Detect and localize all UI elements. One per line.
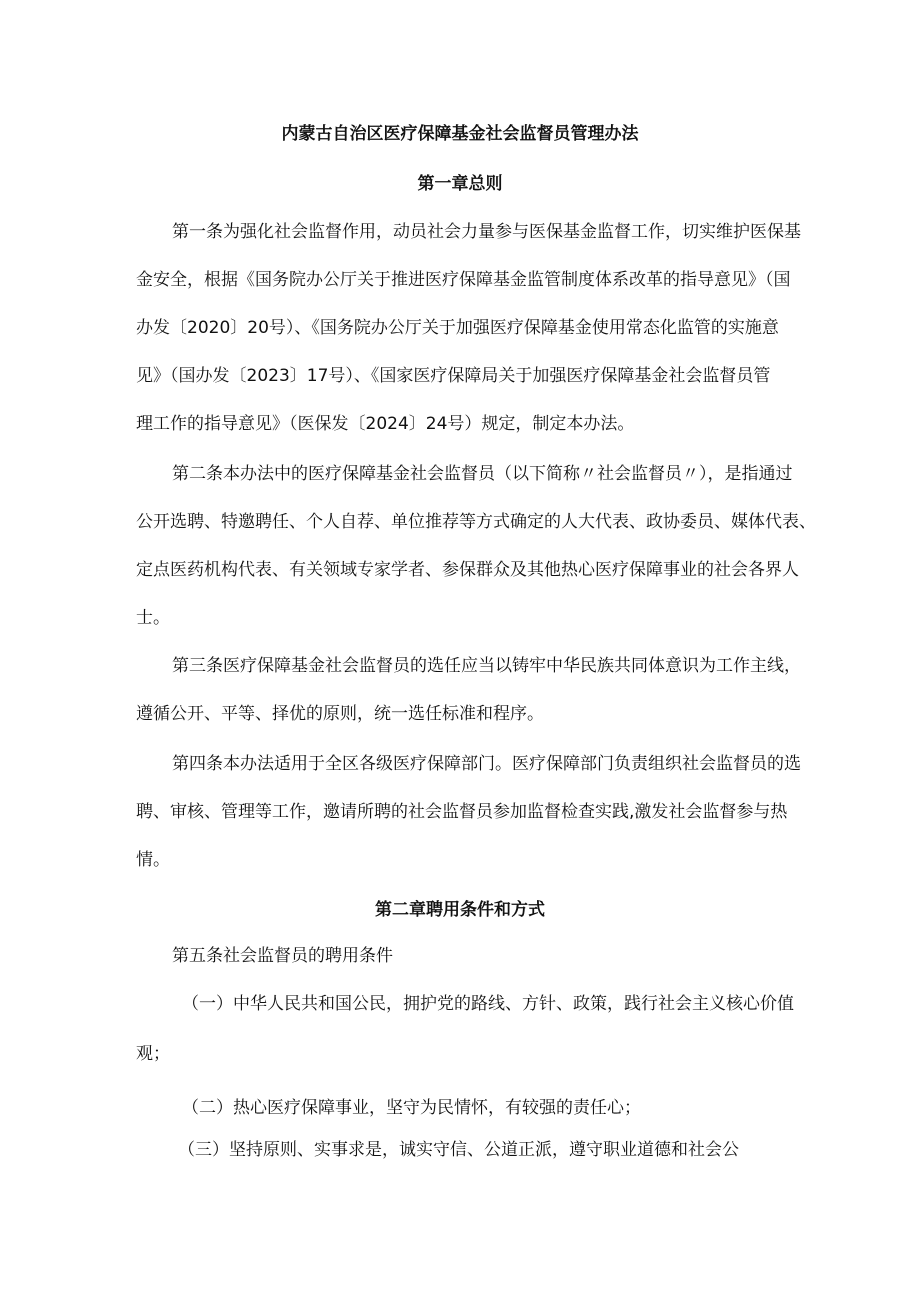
article-4-line: 第四条本办法适用于全区各级医疗保障部门。医疗保障部门负责组织社会监督员的选 [172, 754, 801, 774]
article-1-line: 办发〔2020〕20号）、《国务院办公厅关于加强医疗保障基金使用常态化监管的实施意 [136, 318, 779, 338]
article-2-line: 公开选聘、特邀聘任、个人自荐、单位推荐等方式确定的人大代表、政协委员、媒体代表、 [136, 512, 816, 532]
chapter-2-heading: 第二章聘用条件和方式 [375, 900, 545, 920]
chapter-1-heading: 第一章总则 [417, 174, 503, 194]
article-2-line: 第二条本办法中的医疗保障基金社会监督员（以下简称〃社会监督员〃），是指通过 [172, 464, 793, 484]
article-1-line: 理工作的指导意见》（医保发〔2024〕24号）规定，制定本办法。 [136, 414, 635, 434]
article-5-item-line: 观； [136, 1044, 170, 1064]
article-3-line: 遵循公开、平等、择优的原则，统一选任标准和程序。 [136, 704, 544, 724]
article-5-heading: 第五条社会监督员的聘用条件 [172, 946, 393, 966]
article-5-item-2: （二）热心医疗保障事业，坚守为民情怀，有较强的责任心； [182, 1098, 641, 1118]
article-2-line: 定点医药机构代表、有关领域专家学者、参保群众及其他热心医疗保障事业的社会各界人 [136, 560, 799, 580]
article-4-line: 情。 [136, 850, 170, 870]
article-5-item-3: （三）坚持原则、实事求是，诚实守信、公道正派，遵守职业道德和社会公 [178, 1140, 739, 1160]
article-1-line: 金安全，根据《国务院办公厅关于推进医疗保障基金监管制度体系改革的指导意见》（国 [136, 270, 791, 290]
article-1-line: 第一条为强化社会监督作用，动员社会力量参与医保基金监督工作，切实维护医保基 [172, 222, 801, 242]
article-4-line: 聘、审核、管理等工作，邀请所聘的社会监督员参加监督检查实践,激发社会监督参与热 [136, 802, 788, 822]
article-2-line: 士。 [136, 608, 170, 628]
article-1-line: 见》（国办发〔2023〕17号）、《国家医疗保障局关于加强医疗保障基金社会监督员管 [136, 366, 771, 386]
article-3-line: 第三条医疗保障基金社会监督员的选任应当以铸牢中华民族共同体意识为工作主线， [172, 656, 801, 676]
document-title: 内蒙古自治区医疗保障基金社会监督员管理办法 [281, 124, 639, 144]
article-5-item-line: （一）中华人民共和国公民，拥护党的路线、方针、政策，践行社会主义核心价值 [182, 994, 794, 1014]
